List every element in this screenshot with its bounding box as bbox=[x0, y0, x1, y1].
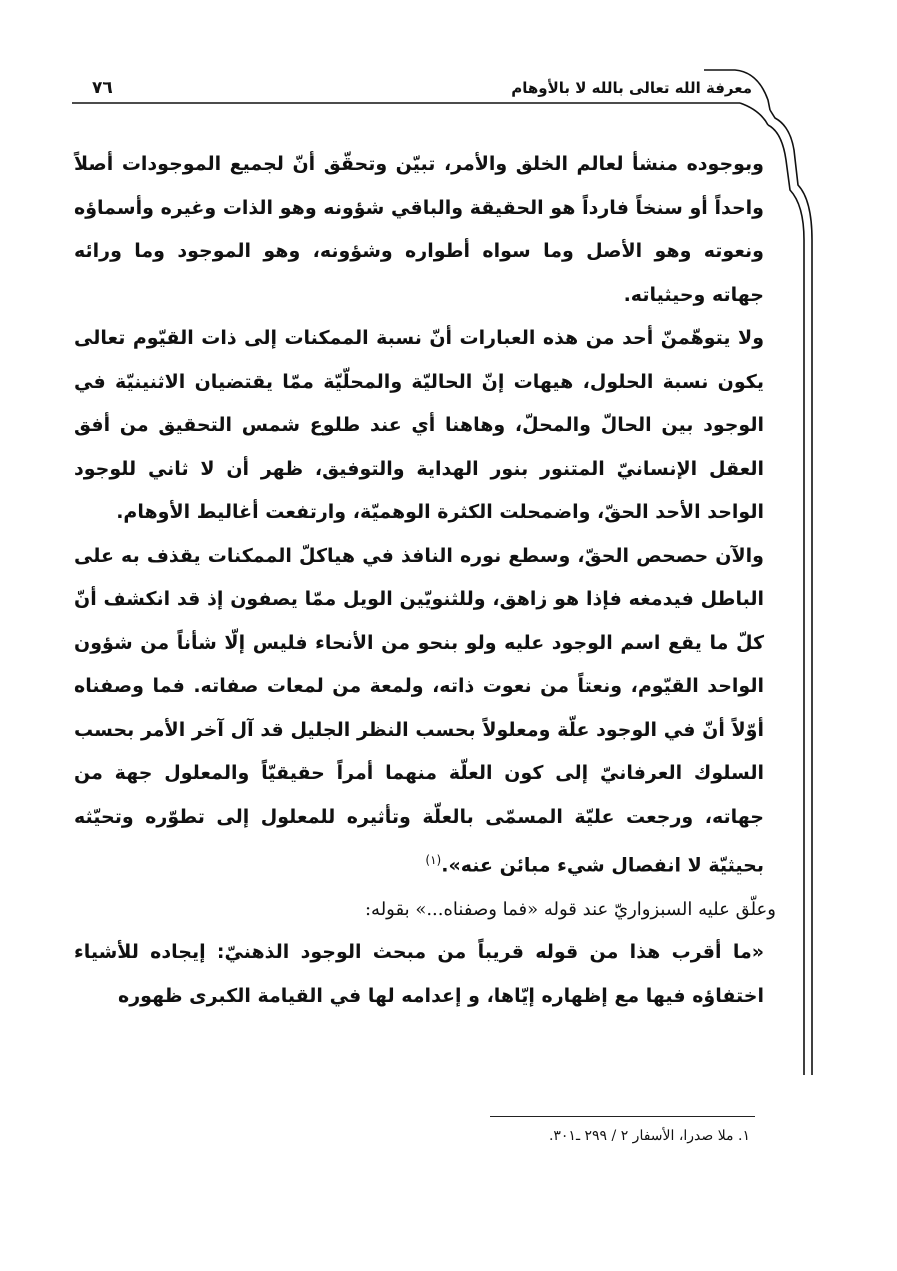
body-text bbox=[74, 143, 776, 1018]
footnote: ١. ملا صدرا، الأسفار ٢ / ٢٩٩ ـ٣٠١. bbox=[548, 1128, 750, 1144]
paragraph: «ما أقرب هذا من قوله قريباً من مبحث الوجود الذهنيّ: إيجاده للأشياء اختفاؤه فيها مع إظهاره إيّاها، و إعدامه لها في القيامة الكبرى ظهوره bbox=[74, 941, 764, 1007]
paragraph: وعلّق عليه السبزواريّ عند قوله «فما وصفناه...» بقوله: bbox=[364, 898, 776, 920]
paragraph: ولا يتوهّمنّ أحد من هذه العبارات أنّ نسبة الممكنات إلى ذات القيّوم تعالى يكون نسبة الحلول، هيهات إنّ الحاليّة والمحلّيّة ممّا يقتضيان الاثنينيّة في الوجود بين الحالّ والمحلّ، وهاهنا أي عند طلوع شمس التحقيق من أفق العقل الإنسانيّ المتنور بنور الهداية والتوفيق، ظهر أن لا ثاني للوجود الواحد الأحد الحقّ، واضمحلت الكثرة الوهميّة، وارتفعت أغاليط الأوهام. bbox=[74, 327, 764, 523]
paragraph: والآن حصحص الحقّ، وسطع نوره النافذ في هياكلّ الممكنات يقذف به على الباطل فيدمغه فإذا هو زاهق، وللثنويّين الويل ممّا يصفون إذ قد انكشف أنّ كلّ ما يقع اسم الوجود عليه ولو بنحو من الأنحاء فليس إلّا شأناً من شؤون الواحد القيّوم، ونعتاً من نعوت ذاته، ولمعة من لمعات صفاته. فما وصفناه أوّلاً أنّ في الوجود علّة ومعلولاً بحسب النظر الجليل قد آل آخر الأمر بحسب السلوك العرفانيّ إلى كون العلّة منهما أمراً حقيقيّاً والمعلول جهة من جهاته، ورجعت عليّة المسمّى بالعلّة وتأثيره للمعلول إلى تطوّره وتحيّثه بحيثيّة لا انفصال شيء مبائن عنه».$^{(١)}$ bbox=[74, 544, 764, 877]
paragraph: وبوجوده منشأ لعالم الخلق والأمر، تبيّن وتحقّق أنّ لجميع الموجودات أصلاً واحداً أو سنخاً فارداً هو الحقيقة والباقي شؤونه وهو الذات وغيره وأسماؤه ونعوته وهو الأصل وما سواه أطواره وشؤونه، وهو الموجود وما ورائه جهاته وحيثياته. bbox=[74, 153, 764, 306]
footnote-divider bbox=[490, 1116, 755, 1117]
page-number: ٧٦ bbox=[92, 78, 113, 98]
running-title: معرفة الله تعالى بالله لا بالأوهام bbox=[511, 79, 752, 97]
footnote-reference[interactable]: (١) bbox=[425, 853, 442, 867]
